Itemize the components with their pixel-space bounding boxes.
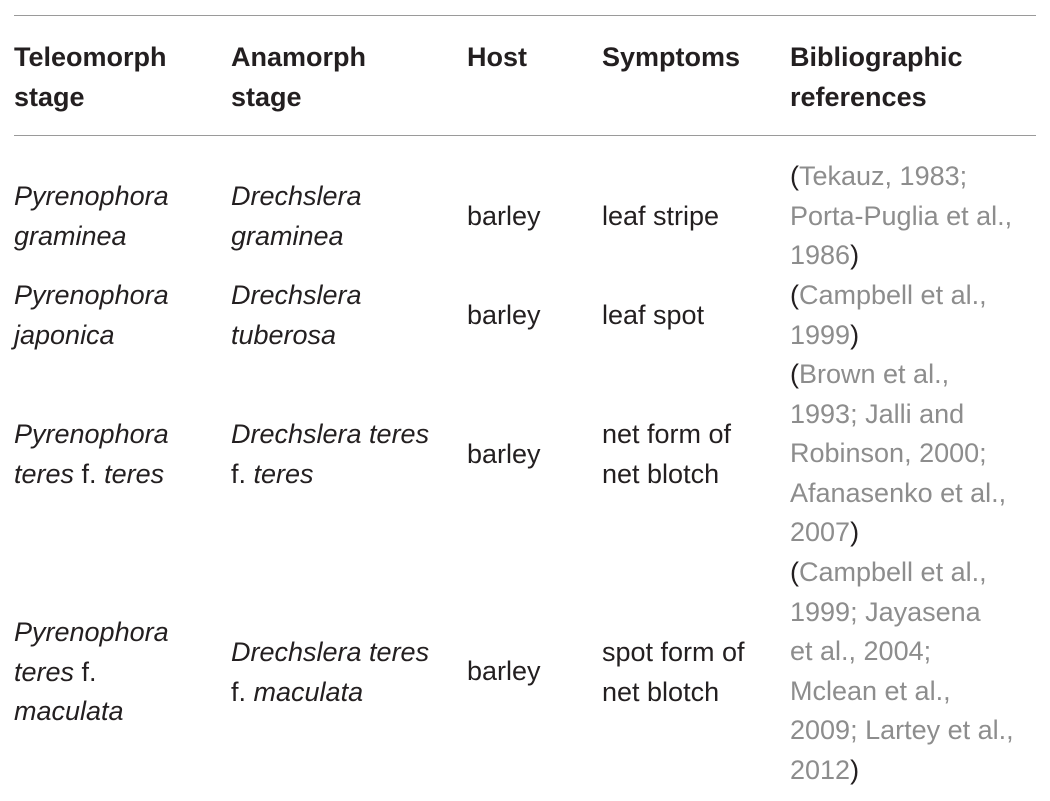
symptoms-cell: leaf spot [602,300,705,330]
close-paren: ) [850,319,860,350]
cell-text: net form of [602,419,732,449]
cell-text: teres [14,458,75,489]
reference-line: Mclean et al., [790,675,951,706]
symptoms-cell [602,415,731,494]
open-paren: ( [790,557,799,587]
header-bottom-rule [14,135,1036,136]
cell-text: maculata [253,676,364,707]
reference-line: Brown et al., [799,359,950,389]
teleomorph-cell [14,415,169,494]
host-cell: barley [467,300,541,330]
header-anamorph [231,37,366,117]
cell-text: Drechslera teres [231,637,430,667]
reference-line: Afanasenko et al., [790,477,1007,508]
anamorph-cell [231,276,362,355]
cell-text: graminea [14,220,127,251]
anamorph-cell [231,415,429,494]
cell-text: Pyrenophora [14,280,169,310]
reference-line: 1986 [790,240,851,270]
reference-line: Tekauz, 1983; [799,161,968,191]
cell-text: Pyrenophora [14,617,169,647]
cell-text: maculata [14,696,124,726]
references-cell [790,553,1014,790]
close-paren: ) [850,240,860,270]
cell-text: graminea [231,220,344,251]
host-cell: barley [467,656,541,686]
symptoms-cell: leaf stripe [602,201,720,231]
cell-text: japonica [14,319,115,350]
header-references [790,37,963,117]
reference-line: 1999; Jayasena [790,596,981,627]
table-top-rule [14,15,1036,16]
reference-line: Robinson, 2000; [790,438,987,468]
references-cell [790,276,987,355]
cell-text: f. [231,676,247,707]
teleomorph-cell [14,613,169,732]
header-text: stage [231,82,302,112]
cell-text: Pyrenophora [14,419,169,449]
references-cell [790,355,1006,553]
cell-text: Pyrenophora [14,181,169,211]
host-cell: barley [467,201,541,231]
cell-text: f. [81,656,97,687]
header-text: Anamorph [231,42,366,72]
reference-line: 2009; Lartey et al., [790,715,1014,745]
open-paren: ( [790,359,799,389]
header-host: Host [467,42,527,72]
header-text: stage [14,82,85,112]
reference-line: 2012 [790,754,851,785]
cell-text: Drechslera [231,181,362,211]
cell-text: Drechslera [231,280,362,310]
header-text: references [790,82,927,112]
close-paren: ) [850,517,860,547]
anamorph-cell [231,177,362,256]
open-paren: ( [790,161,799,191]
reference-line: Campbell et al., [799,280,987,310]
reference-line: et al., 2004; [790,636,932,666]
cell-text: tuberosa [231,319,337,350]
header-text: Bibliographic [790,42,963,72]
symptoms-cell [602,633,745,712]
reference-line: 1993; Jalli and [790,398,965,429]
reference-line: 1999 [790,319,851,350]
cell-text: spot form of [602,637,745,667]
header-symptoms: Symptoms [602,42,741,72]
cell-text: f. [231,458,247,489]
cell-text: f. [81,458,97,489]
teleomorph-cell [14,276,169,355]
cell-text: teres [253,458,314,489]
open-paren: ( [790,280,799,310]
header-teleomorph [14,37,167,117]
header-text: Teleomorph [14,42,167,72]
references-cell [790,157,1012,276]
cell-text: net blotch [602,676,720,707]
cell-text: net blotch [602,458,720,489]
host-cell: barley [467,439,541,469]
reference-line: Porta-Puglia et al., [790,200,1013,231]
anamorph-cell [231,633,429,712]
teleomorph-cell [14,177,169,256]
close-paren: ) [850,754,860,785]
reference-line: Campbell et al., [799,557,987,587]
cell-text: Drechslera teres [231,419,430,449]
cell-text: teres [14,656,75,687]
cell-text: teres [104,458,165,489]
reference-line: 2007 [790,517,851,547]
